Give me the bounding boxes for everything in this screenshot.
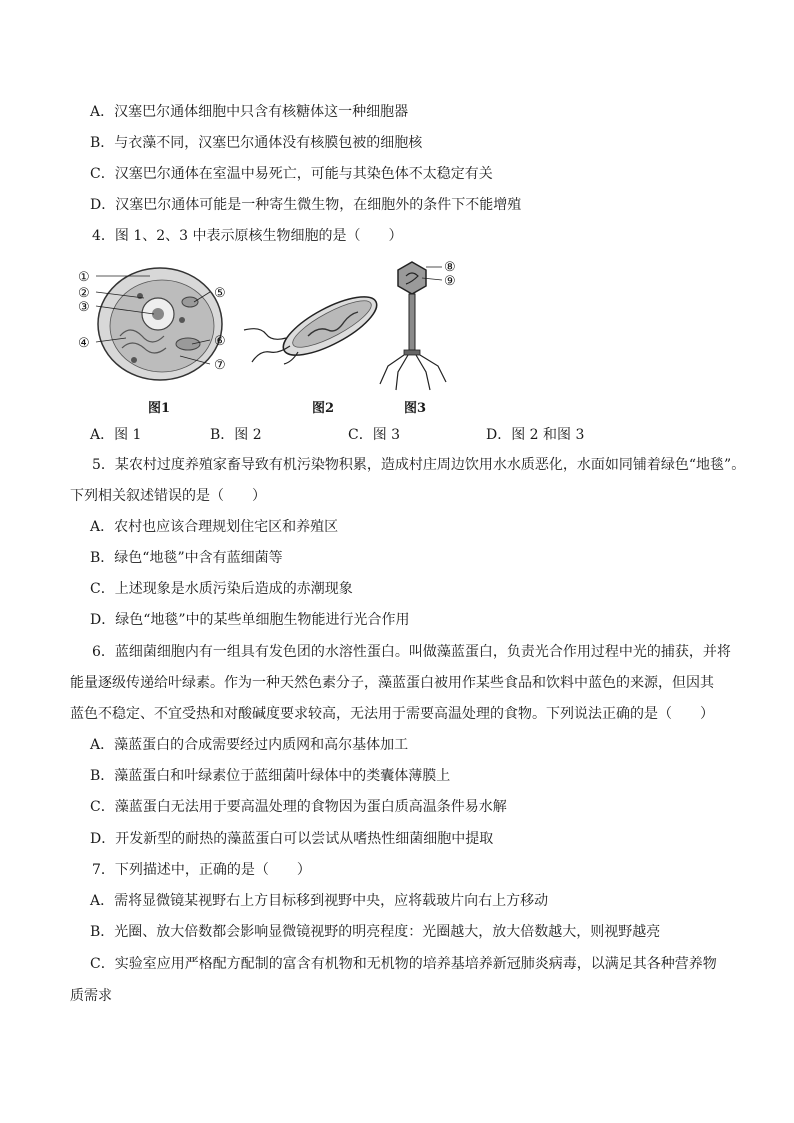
q6-stem-line3: 蓝色不稳定、不宜受热和对酸碱度要求较高，无法用于需要高温处理的食物。下列说法正确的是（ ） <box>70 706 714 722</box>
q5-stem-line1: 5．某农村过度养殖家畜导致有机污染物积累，造成村庄周边饮用水水质恶化，水面如同铺着绿色“地毯”。 <box>92 457 746 473</box>
label-3: ③ <box>78 300 90 315</box>
label-6: ⑥ <box>214 334 226 349</box>
q4-options <box>90 424 690 444</box>
q6-option-d: D．开发新型的耐热的藻蓝蛋白可以尝试从嗜热性细菌细胞中提取 <box>90 831 494 847</box>
q6-option-b: B．藻蓝蛋白和叶绿素位于蓝细菌叶绿体中的类囊体薄膜上 <box>90 768 451 784</box>
q3-option-b: B．与衣藻不同，汉塞巴尔通体没有核膜包被的细胞核 <box>90 135 423 151</box>
label-2: ② <box>78 286 90 301</box>
figure3-phage-image <box>380 262 446 390</box>
q4-option-c: C．图 3 <box>348 427 401 443</box>
label-8: ⑧ <box>444 260 456 275</box>
q6-stem-line1: 6．蓝细菌细胞内有一组具有发色团的水溶性蛋白。叫做藻蓝蛋白，负责光合作用过程中光的捕获，并将 <box>92 644 731 660</box>
cell-diagrams <box>70 256 490 416</box>
q5-stem-line2: 下列相关叙述错误的是（ ） <box>70 488 266 504</box>
q4-option-b: B．图 2 <box>210 427 262 443</box>
q6-option-c: C．藻蓝蛋白无法用于要高温处理的食物因为蛋白质高温条件易水解 <box>90 799 507 815</box>
label-4: ④ <box>78 336 90 351</box>
q7-option-c: C．实验室应用严格配方配制的富含有机物和无机物的培养基培养新冠肺炎病毒，以满足其各种营养物 <box>90 956 717 972</box>
q6-option-a: A．藻蓝蛋白的合成需要经过内质网和高尔基体加工 <box>90 737 409 753</box>
q4-option-a: A．图 1 <box>90 427 142 443</box>
q7-option-b: B．光圈、放大倍数都会影响显微镜视野的明亮程度：光圈越大，放大倍数越大，则视野越亮 <box>90 924 661 940</box>
q5-option-b: B．绿色“地毯”中含有蓝细菌等 <box>90 550 283 566</box>
figure1-animal-cell-image <box>96 268 222 380</box>
label-9: ⑨ <box>444 274 456 289</box>
label-1: ① <box>78 270 90 285</box>
q4-figures <box>70 256 490 416</box>
q4-option-d: D．图 2 和图 3 <box>486 427 585 443</box>
q6-stem-line2: 能量逐级传递给叶绿素。作为一种天然色素分子，藻蓝蛋白被用作某些食品和饮料中蓝色的来源，但因其 <box>70 675 714 691</box>
q7-option-a: A．需将显微镜某视野右上方目标移到视野中央，应将载玻片向右上方移动 <box>90 893 549 909</box>
q7-stem: 7．下列描述中，正确的是（ ） <box>92 862 311 878</box>
q5-option-a: A．农村也应该合理规划住宅区和养殖区 <box>90 519 339 535</box>
caption-figure2: 图2 <box>312 401 335 416</box>
q7-option-c-continued: 质需求 <box>70 988 112 1004</box>
label-7: ⑦ <box>214 358 226 373</box>
figure2-bacterium-image <box>244 286 384 367</box>
label-5: ⑤ <box>214 286 226 301</box>
q4-stem: 4．图 1、2、3 中表示原核生物细胞的是（ ） <box>92 228 403 244</box>
caption-figure1: 图1 <box>148 401 171 416</box>
q3-option-a: A．汉塞巴尔通体细胞中只含有核糖体这一种细胞器 <box>90 104 409 120</box>
q3-option-c: C．汉塞巴尔通体在室温中易死亡，可能与其染色体不太稳定有关 <box>90 166 493 182</box>
q3-option-d: D．汉塞巴尔通体可能是一种寄生微生物，在细胞外的条件下不能增殖 <box>90 197 522 213</box>
q5-option-d: D．绿色“地毯”中的某些单细胞生物能进行光合作用 <box>90 612 410 628</box>
q5-option-c: C．上述现象是水质污染后造成的赤潮现象 <box>90 581 353 597</box>
caption-figure3: 图3 <box>404 401 427 416</box>
